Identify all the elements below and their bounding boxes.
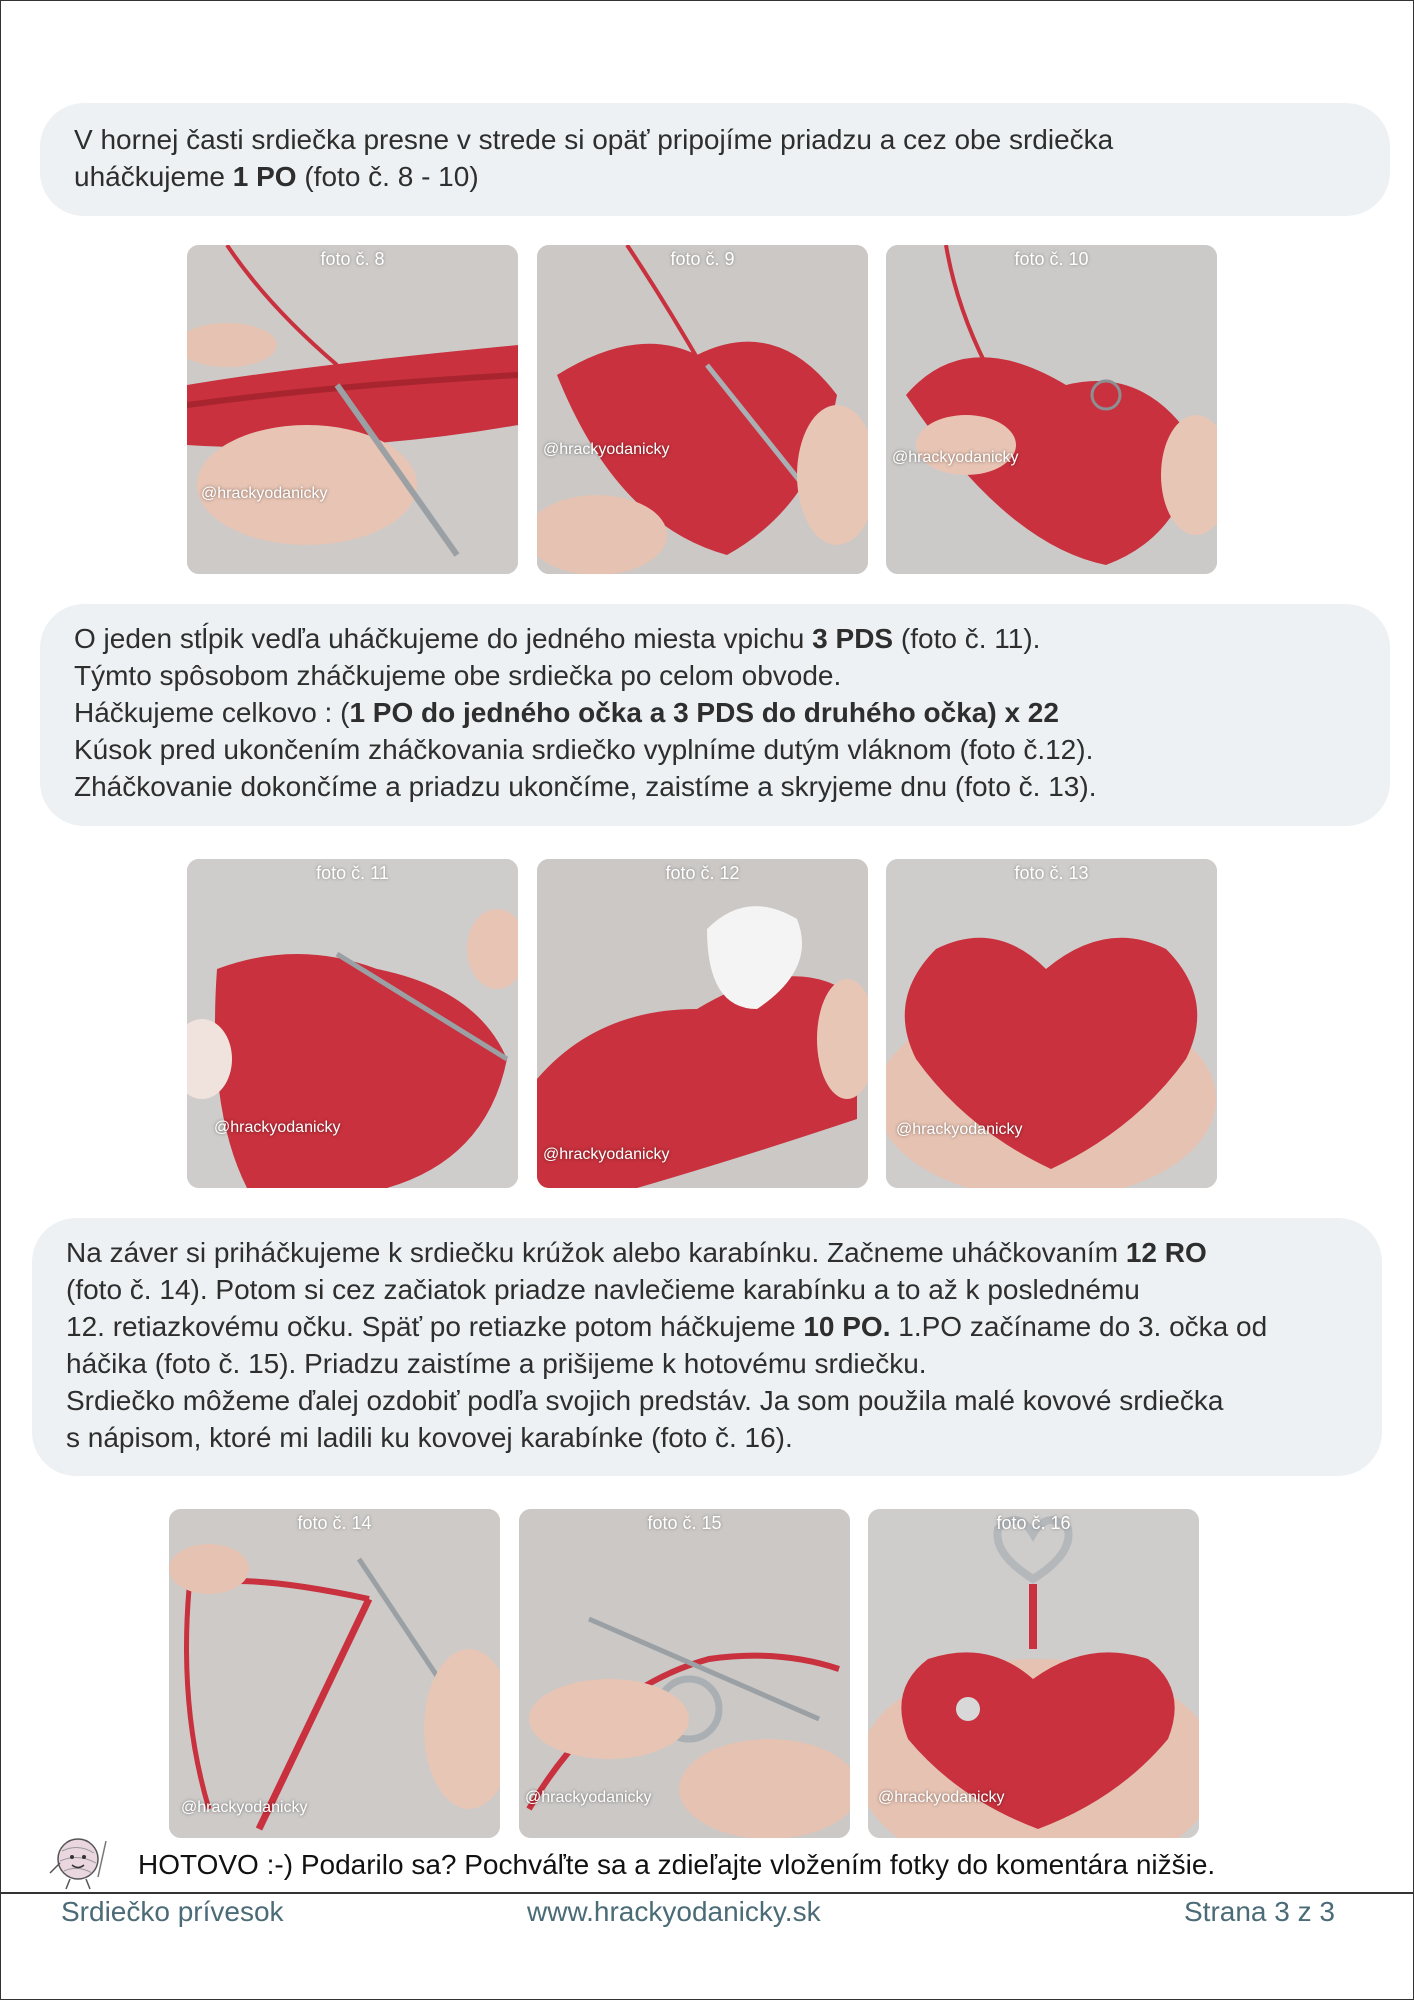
photo-10-watermark: @hrackyodanicky: [892, 449, 1019, 466]
photo-9: [537, 245, 868, 574]
instruction-box-3: [32, 1218, 1382, 1476]
photo-13: [886, 859, 1217, 1188]
photo-14: [169, 1509, 500, 1838]
photo-11-watermark: @hrackyodanicky: [214, 1119, 341, 1136]
instruction-box-1: [40, 103, 1390, 216]
instruction-3-line-4: háčika (foto č. 15). Priadzu zaistíme a prišijeme k hotovému srdiečku.: [66, 1348, 927, 1379]
photo-16: [868, 1509, 1199, 1838]
footer-website-link[interactable]: www.hrackyodanicky.sk: [527, 1896, 821, 1927]
instruction-2-line-3: Háčkujeme celkovo : (1 PO do jedného očka a 3 PDS do druhého očka) x 22: [74, 697, 1059, 728]
yarn-ball-mascot-icon: [44, 1833, 114, 1891]
photo-11: [187, 859, 518, 1188]
instruction-3-line-5: Srdiečko môžeme ďalej ozdobiť podľa svojich predstáv. Ja som použila malé kovové srdiečka: [66, 1385, 1224, 1416]
photo-8: [187, 245, 518, 574]
photo-9-label: foto č. 9: [670, 249, 735, 269]
photo-12-watermark: @hrackyodanicky: [543, 1146, 670, 1163]
photo-12-label: foto č. 12: [665, 863, 740, 883]
footer-divider: [0, 1892, 1414, 1894]
final-note: HOTOVO :-) Podarilo sa? Pochváľte sa a zdieľajte vložením fotky do komentára nižšie.: [138, 1849, 1216, 1880]
instruction-2-line-5: Zháčkovanie dokončíme a priadzu ukončíme, zaistíme a skryjeme dnu (foto č. 13).: [74, 771, 1097, 802]
photo-10: [886, 245, 1217, 574]
photo-13-label: foto č. 13: [1014, 863, 1089, 883]
instruction-1-line-2: uháčkujeme 1 PO (foto č. 8 - 10): [74, 161, 479, 192]
instruction-1-line-1: V hornej časti srdiečka presne v strede si opäť pripojíme priadzu a cez obe srdiečka: [74, 124, 1114, 155]
instruction-2-line-4: Kúsok pred ukončením zháčkovania srdiečko vyplníme dutým vláknom (foto č.12).: [74, 734, 1094, 765]
photo-15: [519, 1509, 850, 1838]
photo-10-label: foto č. 10: [1014, 249, 1089, 269]
photo-8-watermark: @hrackyodanicky: [201, 485, 328, 502]
instruction-box-2: [40, 604, 1390, 826]
instruction-2-line-2: Týmto spôsobom zháčkujeme obe srdiečka po celom obvode.: [74, 660, 842, 691]
photo-11-label: foto č. 11: [316, 863, 389, 883]
photo-16-watermark: @hrackyodanicky: [878, 1789, 1005, 1806]
photo-14-watermark: @hrackyodanicky: [181, 1799, 308, 1816]
photo-12: [537, 859, 868, 1188]
photo-15-label: foto č. 15: [647, 1513, 722, 1533]
instruction-3-line-3: 12. retiazkovému očku. Späť po retiazke potom háčkujeme 10 PO. 1.PO začíname do 3. očka od: [66, 1311, 1268, 1342]
photo-9-watermark: @hrackyodanicky: [543, 441, 670, 458]
photo-16-label: foto č. 16: [996, 1513, 1071, 1533]
photo-13-watermark: @hrackyodanicky: [896, 1121, 1023, 1138]
instruction-3-line-1: Na záver si priháčkujeme k srdiečku krúžok alebo karabínku. Začneme uháčkovaním 12 RO: [66, 1237, 1207, 1268]
instruction-3-line-6: s nápisom, ktoré mi ladili ku kovovej karabínke (foto č. 16).: [66, 1422, 793, 1453]
footer-title: Srdiečko prívesok: [61, 1896, 284, 1927]
footer-page-number: Strana 3 z 3: [1184, 1896, 1335, 1927]
instruction-2-line-1: O jeden stĺpik vedľa uháčkujeme do jedného miesta vpichu 3 PDS (foto č. 11).: [74, 623, 1041, 654]
photo-8-label: foto č. 8: [320, 249, 385, 269]
photo-14-label: foto č. 14: [297, 1513, 372, 1533]
instruction-3-line-2: (foto č. 14). Potom si cez začiatok priadze navlečieme karabínku a to až k poslednému: [66, 1274, 1140, 1305]
photo-15-watermark: @hrackyodanicky: [525, 1789, 652, 1806]
